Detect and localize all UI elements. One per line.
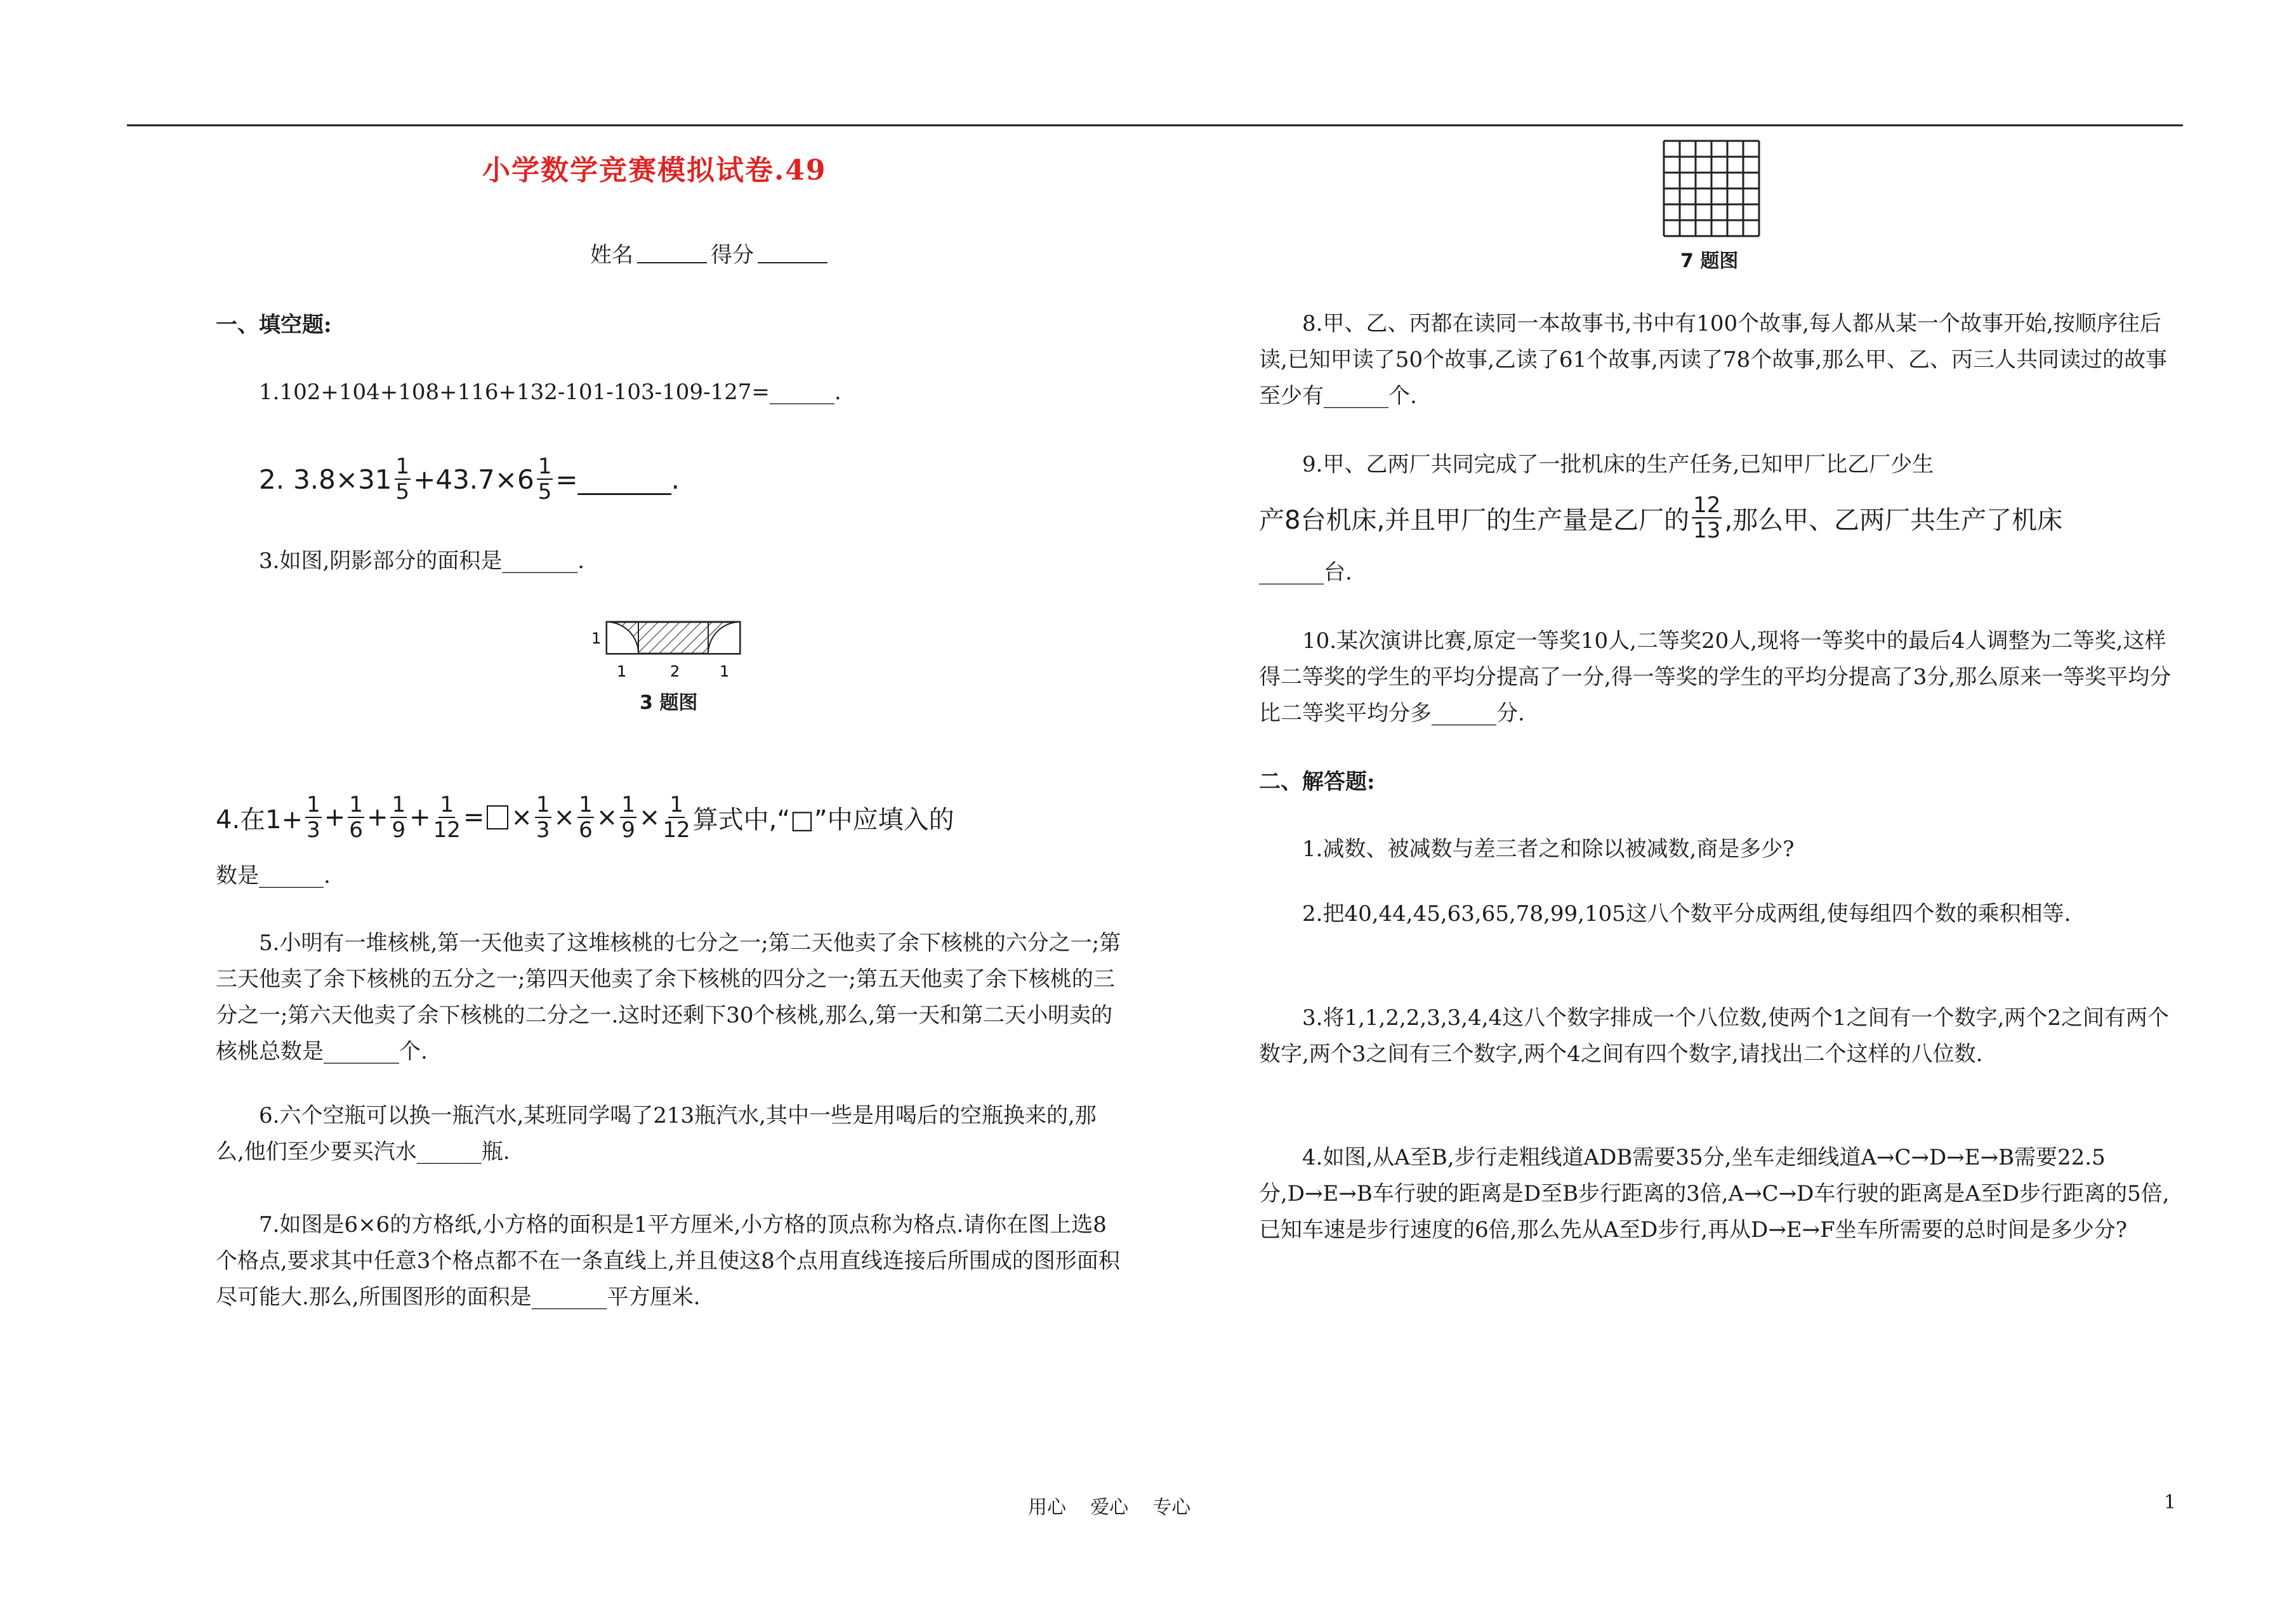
fig3-label-1: 1 — [617, 663, 627, 680]
answer-question-2: 2.把40,44,45,63,65,78,99,105这八个数平分成两组,使每组四个数的乘积相等. — [1302, 901, 2071, 927]
q4-frac-6: $\frac{1}{6}$ — [349, 792, 363, 843]
question-4: 4.在1+ $\frac{1}{3}$ + $\frac{1}{6}$ + $\frac{1}{9}$ + $\frac{1}{12}$ = × $\frac{1}{3}$ × $\frac{1}{6}$ × $\frac{1}{9}$ × $\frac{1}{12}$ 算式中,“□”中应填入的 — [216, 792, 954, 843]
fig3-label-2: 2 — [670, 663, 680, 680]
score-label: 得分 — [711, 242, 754, 268]
q2-term-b: +43.7×6 — [413, 463, 534, 495]
header-rule — [127, 124, 2183, 126]
fig3-side-label: 1 — [591, 630, 602, 647]
question-7: 7.如图是6×6的方格纸,小方格的面积是1平方厘米,小方格的顶点称为格点.请你在图上选8个格点,要求其中任意3个格点都不在一条直线上,并且使这8个点用直线连接后所围成的图形面积尽可能大.那么,所围图形的面积是_______平方厘米. — [216, 1212, 1120, 1310]
answer-question-1: 1.减数、被减数与差三者之和除以被减数,商是多少? — [1302, 836, 1795, 862]
footer-motto: 用心 爱心 专心 — [1028, 1496, 1191, 1519]
question-9-line2 — [1259, 487, 2062, 548]
q9-text-a: 产8台机床,并且甲厂的生产量是乙厂的 — [1259, 505, 1690, 535]
question-5: 5.小明有一堆核桃,第一天他卖了这堆核桃的七分之一;第二天他卖了余下核桃的六分之一;第三天他卖了余下核桃的五分之一;第四天他卖了余下核桃的四分之一;第五天他卖了余下核桃的三分之一;第六天他卖了余下核桃的二分之一.这时还剩下30个核桃,那么,第一天和第二天小明卖的核桃总数是_______个. — [216, 930, 1121, 1064]
section1-heading: 一、填空题: — [216, 312, 332, 338]
q2-term-a: 3.8×31 — [293, 463, 392, 495]
figure-7-grid — [1663, 140, 1760, 237]
figure-3-caption: 3 题图 — [640, 692, 698, 714]
q4-frac-3: $\frac{1}{3}$ — [307, 792, 320, 843]
answer-question-4: 4.如图,从A至B,步行走粗线道ADB需要35分,坐车走细线道A→C→D→E→B需要22.5分,D→E→B车行驶的距离是D至B步行距离的3倍,A→C→D车行驶的距离是A至D步行距离的5倍,已知车速是步行速度的6倍,那么先从A至D步行,再从D→E→F坐车所需要的总时间是多少分? — [1259, 1145, 2170, 1243]
section2-heading: 二、解答题: — [1259, 769, 1375, 795]
name-label: 姓名 — [590, 242, 633, 268]
question-10: 10.某次演讲比赛,原定一等奖10人,二等奖20人,现将一等奖中的最后4人调整为二等奖,这样得二等奖的学生的平均分提高了一分,得一等奖的学生的平均分提高了3分,那么原来一等奖平均分比二等奖平均分多______分. — [1259, 628, 2172, 726]
q4-frac-12: $\frac{1}{12}$ — [433, 792, 461, 843]
fig3-label-3: 1 — [720, 663, 730, 680]
name-score-line — [590, 237, 831, 268]
question-8: 8.甲、乙、丙都在读同一本故事书,书中有100个故事,每人都从某一个故事开始,按顺序往后读,已知甲读了50个故事,乙读了61个故事,丙读了78个故事,那么甲、乙、丙三人共同读过的故事至少有______个. — [1259, 311, 2168, 409]
question-4-line2: 数是______. — [216, 863, 331, 888]
question-9-line1: 9.甲、乙两厂共同完成了一批机床的生产任务,已知甲厂比乙厂少生 — [1302, 452, 1934, 477]
q9-text-b: ,那么甲、乙两厂共生产了机床 — [1724, 505, 2063, 535]
q4-tail: 算式中,“□”中应填入的 — [692, 805, 954, 835]
q2-fraction-1: $\frac{1}{5}$ — [395, 454, 410, 505]
question-2 — [259, 452, 680, 506]
answer-question-3: 3.将1,1,2,2,3,3,4,4这八个数字排成一个八位数,使两个1之间有一个数字,两个2之间有两个数字,两个3之间有三个数字,两个4之间有四个数字,请找出二个这样的八位数. — [1259, 1005, 2170, 1067]
question-3: 3.如图,阴影部分的面积是_______. — [259, 548, 585, 574]
q4-lead: 4.在1+ — [216, 805, 303, 835]
question-1: 1.102+104+108+116+132-101-103-109-127=______. — [259, 380, 841, 405]
name-blank — [637, 262, 707, 263]
q9-fraction: $\frac{12}{13}$ — [1693, 492, 1721, 543]
question-9-line3: ______台. — [1259, 560, 1352, 585]
figure-7-caption: 7 题图 — [1680, 250, 1739, 272]
page-number: 1 — [2164, 1491, 2177, 1514]
page-title: 小学数学竞赛模拟试卷.49 — [482, 154, 827, 187]
q2-fraction-2: $\frac{1}{5}$ — [537, 454, 552, 505]
q2-tail: =_______. — [555, 463, 680, 495]
question-6: 6.六个空瓶可以换一瓶汽水,某班同学喝了213瓶汽水,其中一些是用喝后的空瓶换来的,那么,他们至少要买汽水______瓶. — [216, 1103, 1097, 1165]
q2-number: 2. — [259, 463, 285, 495]
q4-answer-box — [487, 805, 508, 829]
q4-frac-9: $\frac{1}{9}$ — [392, 792, 406, 843]
score-blank — [758, 262, 827, 263]
